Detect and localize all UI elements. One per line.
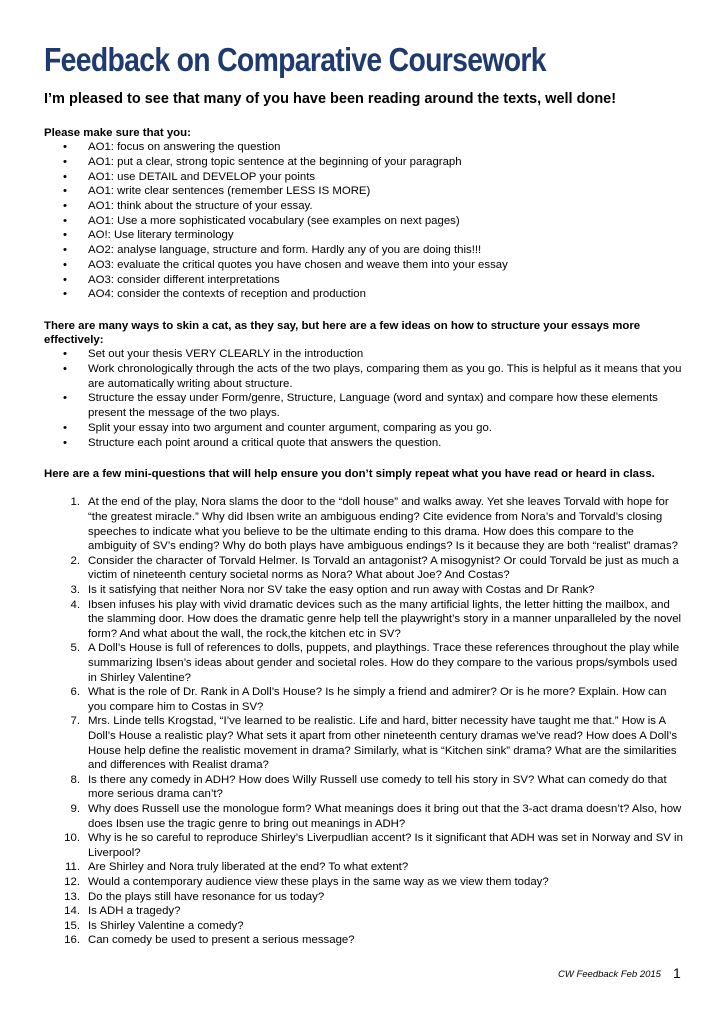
list-item: • AO3: consider different interpretations <box>44 273 684 288</box>
list-item: • AO1: use DETAIL and DEVELOP your points <box>44 170 684 185</box>
list-item: • AO3: evaluate the critical quotes you have chosen and weave them into your essay <box>44 258 684 273</box>
question-text: A Doll’s House is full of references to dolls, puppets, and playthings. Trace these references throughout the play while summarizing Ibsen’s ideas about gender and societal roles. How do they compare to the various props/symbols used in Shirley Valentine? <box>88 642 680 684</box>
list-item: • AO1: put a clear, strong topic sentence at the beginning of your paragraph <box>44 155 684 170</box>
question-number: 9. <box>70 802 80 815</box>
question-item <box>44 641 684 685</box>
list-item: • AO1: focus on answering the question <box>44 140 684 155</box>
question-item <box>44 554 684 583</box>
page-title: Feedback on Comparative Coursework <box>44 41 546 78</box>
question-number: 12. <box>64 875 80 888</box>
question-number: 15. <box>64 919 80 932</box>
list-item: • AO1: think about the structure of your essay. <box>44 199 684 214</box>
question-number: 2. <box>70 554 80 567</box>
question-text: Is there any comedy in ADH? How does Willy Russell use comedy to tell his story in SV? What can comedy do that more serious drama can’t? <box>88 773 667 801</box>
question-text: What is the role of Dr. Rank in A Doll’s House? Is he simply a friend and admirer? Or is he more? Explain. How can you compare him to Costas in SV? <box>88 686 667 713</box>
list-item: • Set out your thesis VERY CLEARLY in the introduction <box>44 347 684 362</box>
list-item: • Work chronologically through the acts of the two plays, comparing them as you go. This is helpful as it means that you are automatically writing about structure. <box>44 362 684 391</box>
list-item: • AO!: Use literary terminology <box>44 228 684 243</box>
question-text: Are Shirley and Nora truly liberated at the end? To what extent? <box>88 861 409 874</box>
question-text: Mrs. Linde tells Krogstad, “I’ve learned to be realistic. Life and hard, bitter necessity have taught me that.” How is A Doll’s House a realistic play? What sets it apart from other nineteenth century dramas we’ve read? How does A Doll’s House help define the realistic movement in drama? Similarly, what is “Kitchen sink” drama? What are the similarities and differences with Realist drama? <box>88 715 678 772</box>
question-item <box>44 904 684 919</box>
question-text: Why does Russell use the monologue form? What meanings does it bring out that the 3-act drama doesn’t? Also, how does Ibsen use the tragic genre to bring out meanings in ADH? <box>88 802 682 830</box>
question-text: Would a contemporary audience view these plays in the same way as we view them today? <box>88 875 549 888</box>
structure-ideas-section <box>44 319 684 450</box>
question-number: 14. <box>64 905 80 918</box>
page-subtitle: I’m pleased to see that many of you have been reading around the texts, well done! <box>44 91 617 107</box>
question-number: 11. <box>65 861 80 874</box>
question-text: Do the plays still have resonance for us today? <box>88 890 325 903</box>
question-item <box>44 860 684 875</box>
structure-ideas-heading: There are many ways to skin a cat, as they say, but here are a few ideas on how to structure your essays more effectively: <box>44 319 641 347</box>
checklist-section <box>44 126 684 302</box>
question-text: Ibsen infuses his play with vivid dramatic devices such as the many artificial lights, the letter hitting the mailbox, and the slamming door. How does the dramatic genre help tell the playwright’s story in a manner unparalleled by the novel form? And what about the wall, the rock,the kitchen etc in SV? <box>88 598 682 640</box>
page-number: 1 <box>673 965 681 981</box>
document-page <box>44 40 684 948</box>
question-number: 8. <box>70 773 80 786</box>
question-item <box>44 831 684 860</box>
list-item: • Structure the essay under Form/genre, Structure, Language (word and syntax) and compare how these elements present the message of the two plays. <box>44 391 684 420</box>
structure-ideas-list <box>44 347 684 450</box>
question-item <box>44 802 684 831</box>
question-number: 10. <box>64 832 80 845</box>
question-text: At the end of the play, Nora slams the door to the “doll house” and walks away. Yet she leaves Torvald with hope for “the greatest miracle.” Why did Ibsen write an ambiguous ending? Cite evidence from Nora’s and Torvald’s closing speeches to indicate what you believe to be the ultimate ending to this drama. How does this compare to the ambiguity of SV’s ending? Why do both plays have ambiguous endings? Is it because they are both “realist” dramas? <box>88 496 678 553</box>
question-text: Can comedy be used to present a serious message? <box>88 934 355 947</box>
list-item: • AO2: analyse language, structure and form. Hardly any of you are doing this!!! <box>44 243 684 258</box>
mini-questions-list <box>44 495 684 947</box>
checklist-list <box>44 140 684 302</box>
footer-label: CW Feedback Feb 2015 <box>558 969 661 980</box>
list-item: • AO4: consider the contexts of reception and production <box>44 287 684 302</box>
question-number: 7. <box>70 715 80 728</box>
question-item <box>44 598 684 642</box>
question-item <box>44 919 684 934</box>
list-item: • Split your essay into two argument and counter argument, comparing as you go. <box>44 421 684 436</box>
list-item: • AO1: write clear sentences (remember LESS IS MORE) <box>44 184 684 199</box>
question-text: Why is he so careful to reproduce Shirley’s Liverpudlian accent? Is it significant that ADH was set in Norway and SV in Liverpool? <box>88 832 683 859</box>
list-item: • AO1: Use a more sophisticated vocabulary (see examples on next pages) <box>44 214 684 229</box>
question-item <box>44 933 684 948</box>
question-item <box>44 773 684 802</box>
question-item <box>44 583 684 598</box>
question-number: 5. <box>70 642 80 655</box>
mini-questions-heading: Here are a few mini-questions that will help ensure you don’t simply repeat what you have read or heard in class. <box>44 468 655 481</box>
question-number: 3. <box>70 584 80 597</box>
question-item <box>44 890 684 905</box>
question-number: 16. <box>64 934 80 947</box>
question-number: 13. <box>64 890 80 903</box>
checklist-heading: Please make sure that you: <box>44 127 191 139</box>
question-item <box>44 685 684 714</box>
question-number: 1. <box>70 496 80 509</box>
question-text: Is it satisfying that neither Nora nor SV take the easy option and run away with Costas and Dr Rank? <box>88 584 595 597</box>
question-item <box>44 495 684 553</box>
question-number: 6. <box>70 686 80 699</box>
question-item <box>44 714 684 772</box>
question-text: Is ADH a tragedy? <box>88 905 181 918</box>
mini-questions-section <box>44 467 684 948</box>
question-item <box>44 875 684 890</box>
question-text: Consider the character of Torvald Helmer. Is Torvald an antagonist? A misogynist? Or could Torvald be just as much a victim of nineteenth century societal norms as Nora? What about Joe? And Costas? <box>88 554 679 582</box>
question-text: Is Shirley Valentine a comedy? <box>88 919 244 932</box>
question-number: 4. <box>70 598 80 611</box>
list-item: • Structure each point around a critical quote that answers the question. <box>44 436 684 451</box>
